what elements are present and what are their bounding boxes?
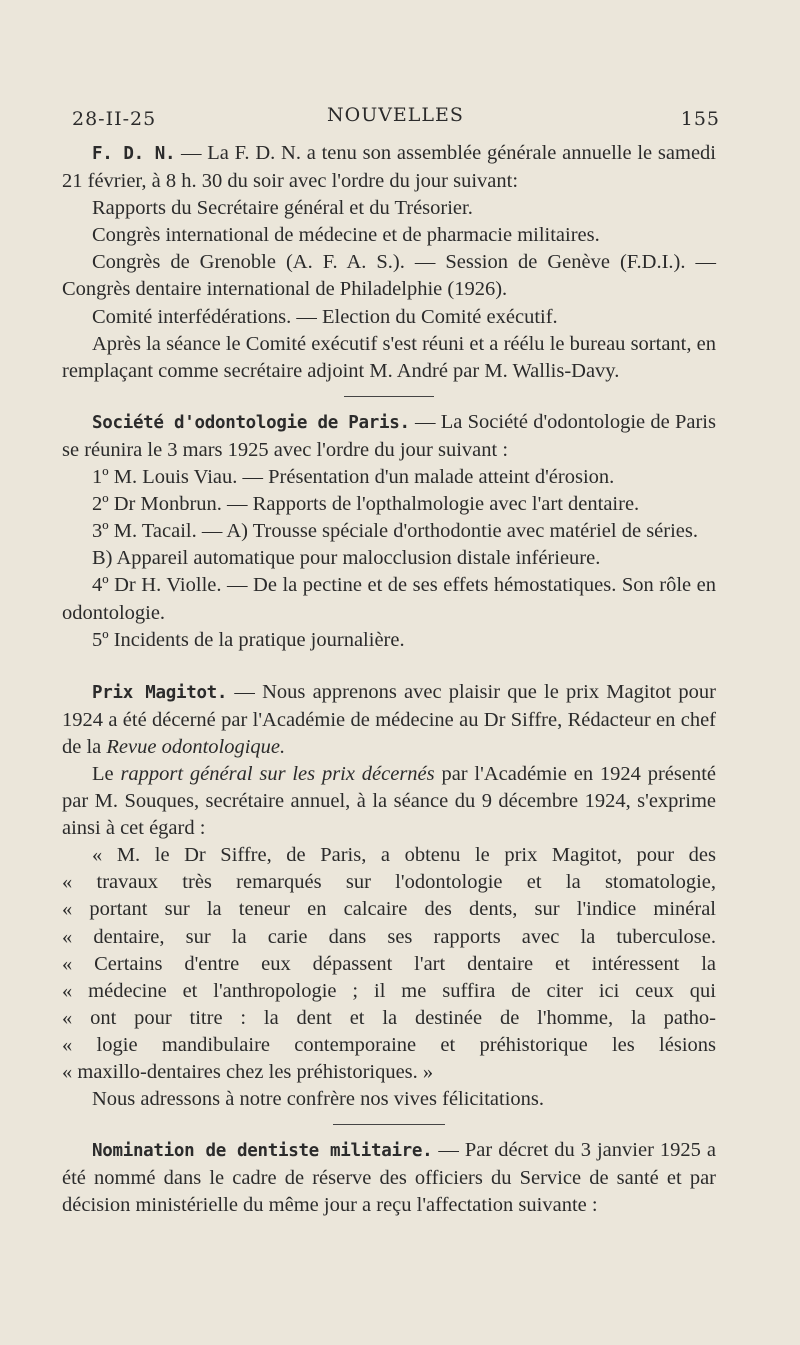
magitot-intro-text: — Nous apprenons avec plaisir que le prix Magitot pour 1924 a été décerné par l'Académie de médecine au Dr Siffre, Rédacteur en chef de la: [62, 680, 716, 758]
quote-line: « maxillo-dentaires chez les préhistoriques. »: [62, 1061, 434, 1083]
magitot-journal: Revue odontologique.: [106, 735, 286, 758]
magitot-report-title: rapport général sur les prix décernés: [120, 762, 435, 785]
magitot-report: [62, 761, 716, 842]
header-page-number: 155: [680, 108, 720, 130]
odontologie-heading: Société d'odontologie de Paris.: [92, 412, 410, 433]
odontologie-intro-text: — La Société d'odontologie de Paris se réunira le 3 mars 1925 avec l'ordre du jour suivant :: [62, 410, 716, 461]
quote-line: « travaux très remarqués sur l'odontologie et la stomatologie,: [62, 871, 716, 894]
header-date: 28-II-25: [72, 108, 157, 130]
nomination-heading: Nomination de dentiste militaire.: [92, 1141, 433, 1162]
quote-line: « portant sur la teneur en calcaire des dents, sur l'indice minéral: [62, 898, 716, 921]
magitot-report-text: par l'Académie en 1924 présenté par M. Souques, secrétaire annuel, à la séance du 9 décembre 1924, s'exprime ainsi à cet égard :: [62, 762, 716, 840]
fdn-intro: [62, 140, 716, 195]
page-header: [72, 102, 720, 132]
quote-line: « logie mandibulaire contemporaine et préhistorique les lésions: [62, 1033, 716, 1056]
fdn-heading: F. D. N.: [92, 144, 176, 164]
fdn-agenda-item: Congrès international de médecine et de pharmacie militaires.: [92, 224, 600, 247]
fdn-agenda-item: Rapports du Secrétaire général et du Trésorier.: [92, 197, 473, 220]
odontologie-item: 1º M. Louis Viau. — Présentation d'un malade atteint d'érosion.: [92, 466, 615, 489]
header-title: NOUVELLES: [327, 104, 464, 126]
fdn-agenda-item: Comité interfédérations. — Election du Comité exécutif.: [92, 305, 558, 328]
magitot-quote: [62, 842, 716, 1086]
section-divider: [344, 396, 434, 397]
nomination-text: — Par décret du 3 janvier 1925 a été nommé dans le cadre de réserve des officiers du Service de santé et par décision ministérielle du même jour a reçu l'affectation suivante :: [62, 1139, 716, 1217]
body-text: [62, 140, 716, 1219]
fdn-closing: Après la séance le Comité exécutif s'est réuni et a réélu le bureau sortant, en remplaçant comme secrétaire adjoint M. André par M. Wallis-Davy.: [62, 332, 716, 382]
odontologie-intro: [62, 409, 716, 464]
odontologie-item: 4º Dr H. Violle. — De la pectine et de ses effets hémostatiques. Son rôle en odontologie.: [62, 574, 716, 624]
magitot-heading: Prix Magitot.: [92, 682, 228, 703]
quote-line: « Certains d'entre eux dépassent l'art dentaire et intéressent la: [62, 952, 716, 975]
fdn-intro-text: — La F. D. N. a tenu son assemblée générale annuelle le samedi 21 février, à 8 h. 30 du soir avec l'ordre du jour suivant:: [62, 142, 716, 193]
quote-line: « médecine et l'anthropologie ; il me suffira de citer ici ceux qui: [62, 979, 716, 1002]
quote-line: « M. le Dr Siffre, de Paris, a obtenu le prix Magitot, pour des: [92, 844, 716, 867]
quote-line: « dentaire, sur la carie dans ses rapports avec la tuberculose.: [62, 925, 716, 948]
quote-line: « ont pour titre : la dent et la destinée de l'homme, la patho-: [62, 1006, 716, 1029]
magitot-closing: Nous adressons à notre confrère nos vives félicitations.: [92, 1088, 545, 1111]
odontologie-item: 3º M. Tacail. — A) Trousse spéciale d'orthodontie avec matériel de séries.: [92, 520, 699, 543]
fdn-agenda-item: Congrès de Grenoble (A. F. A. S.). — Session de Genève (F.D.I.). — Congrès dentaire international de Philadelphie (1926).: [62, 251, 716, 301]
nomination-paragraph: [62, 1137, 716, 1219]
magitot-intro: [62, 679, 716, 761]
section-divider: [333, 1124, 445, 1125]
odontologie-item: B) Appareil automatique pour malocclusion distale inférieure.: [92, 547, 601, 570]
odontologie-item: 2º Dr Monbrun. — Rapports de l'opthalmologie avec l'art dentaire.: [92, 493, 640, 516]
magitot-report-start: Le: [92, 762, 121, 785]
odontologie-item: 5º Incidents de la pratique journalière.: [92, 628, 405, 651]
